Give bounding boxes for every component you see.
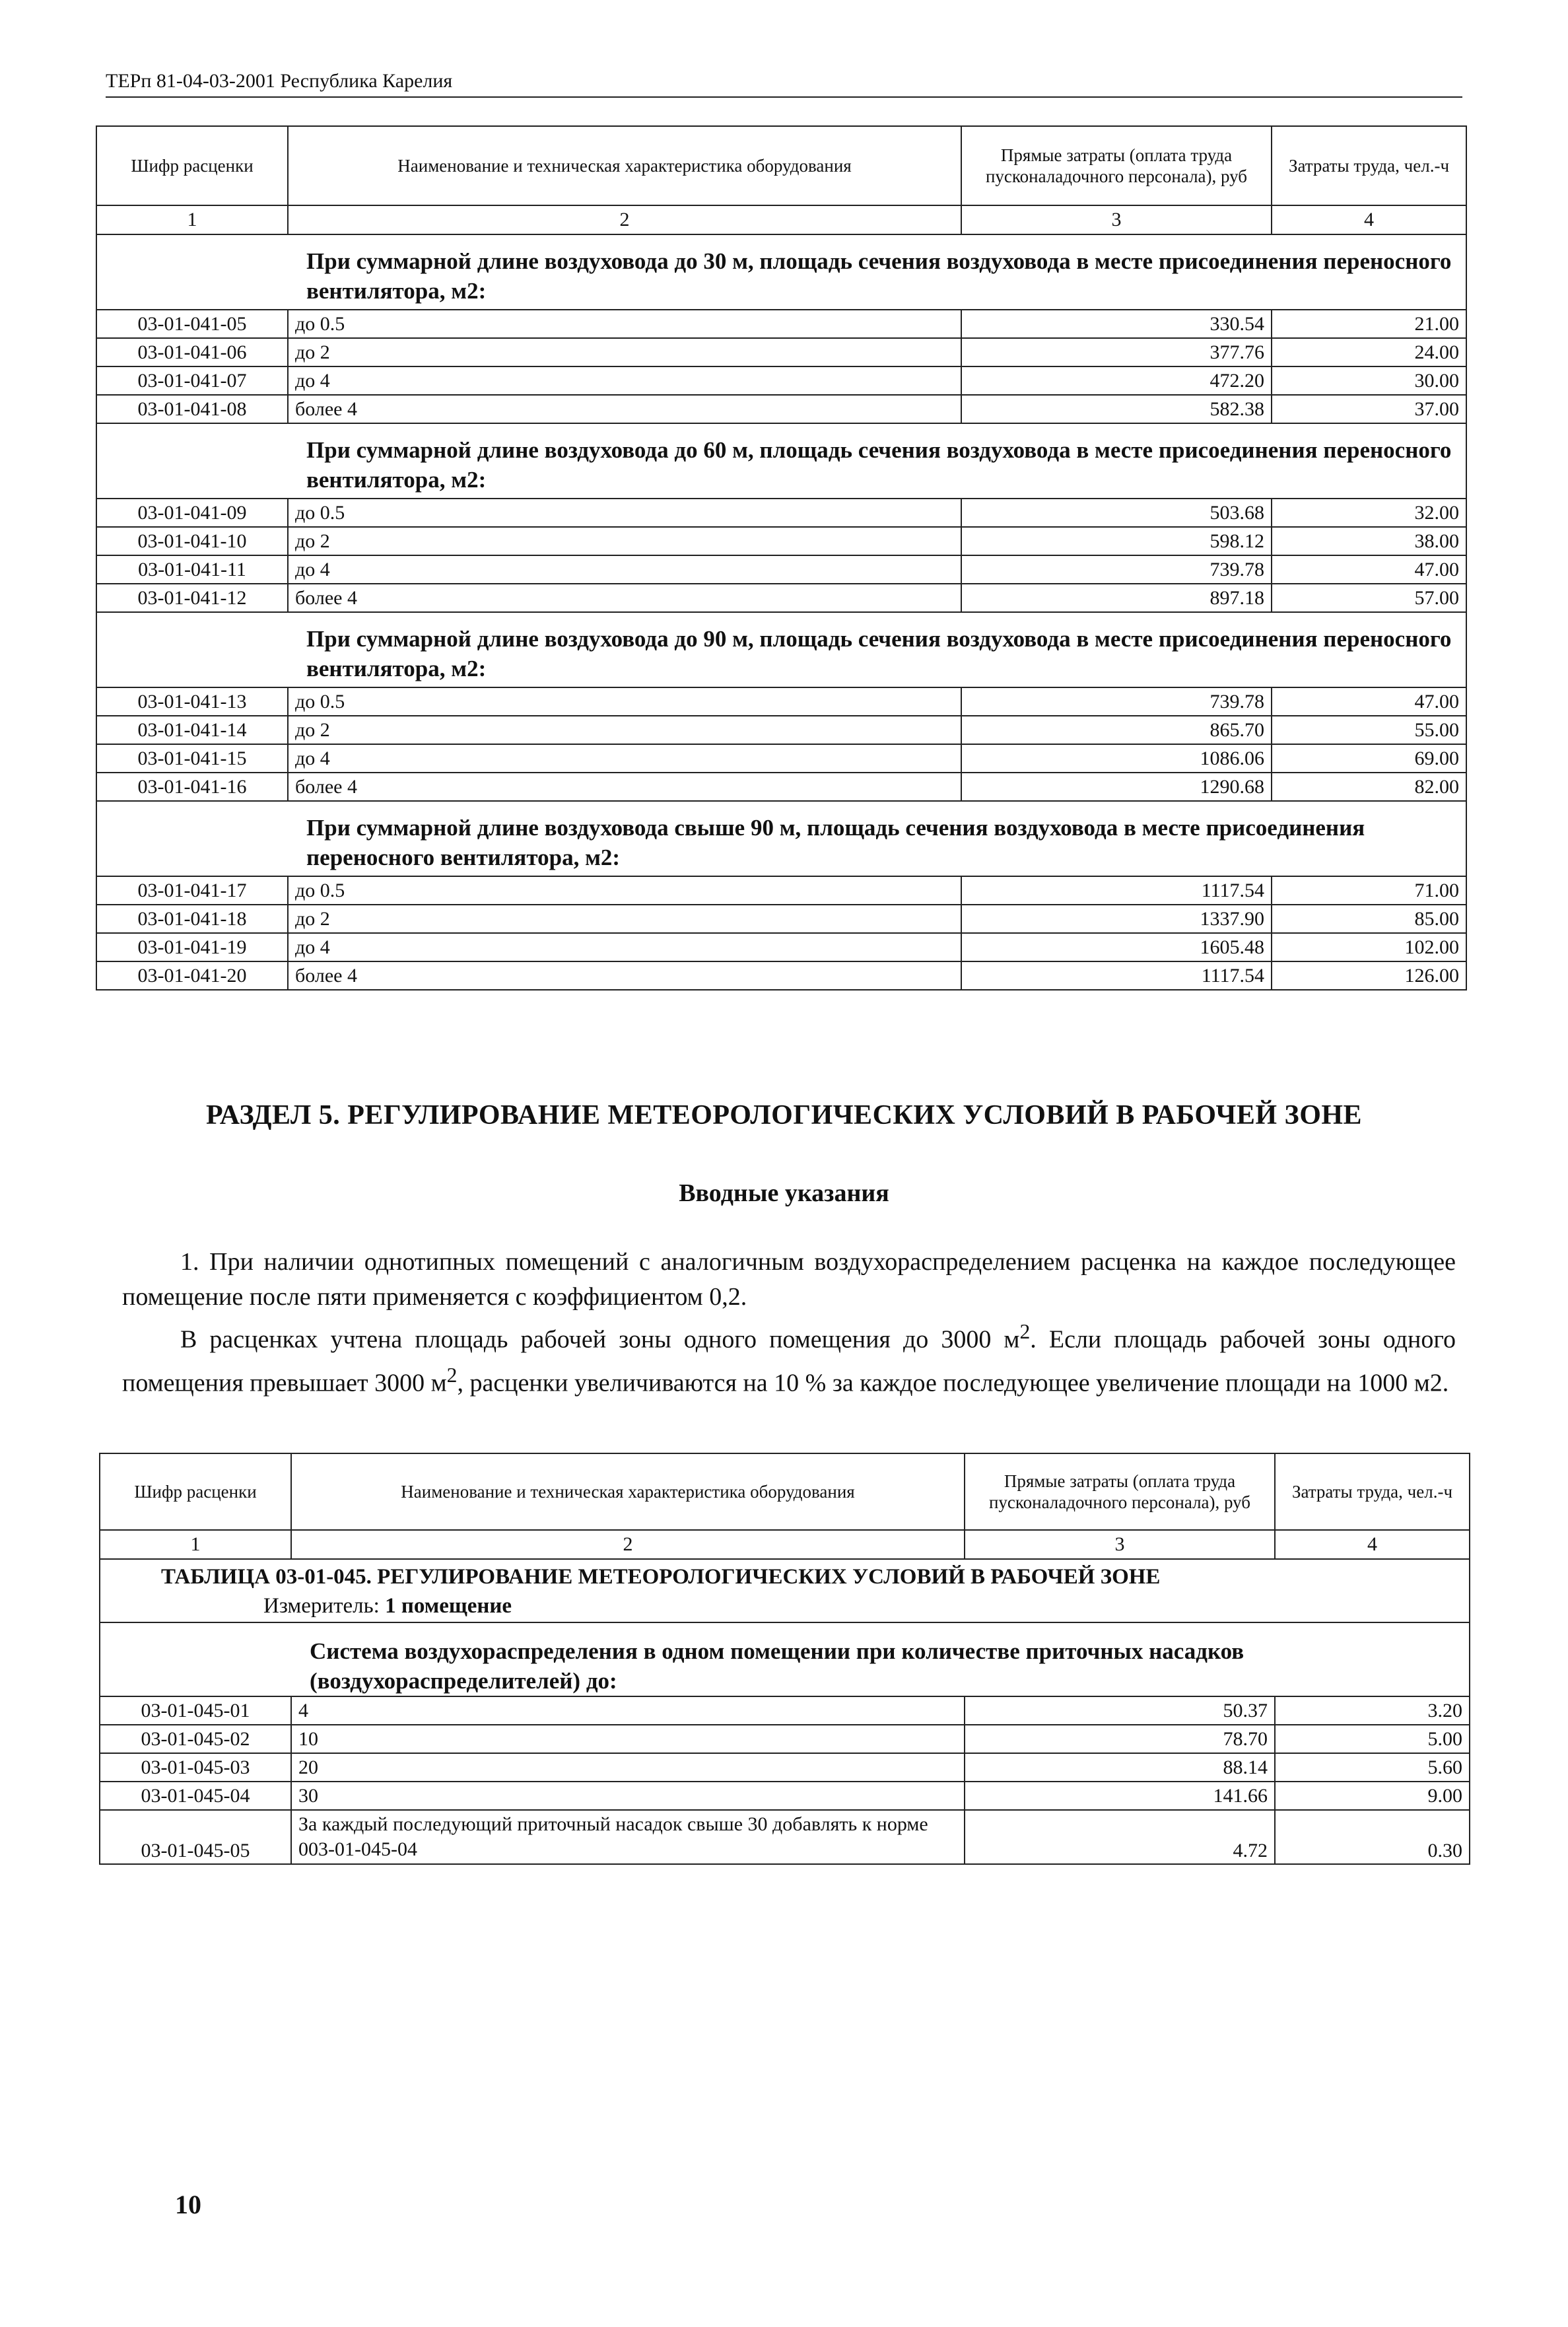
table-row — [96, 716, 1466, 744]
paragraph-2-part-c: , расценки увеличиваются на 10 % за каждое последующее увеличение площади на 1000 м2. — [457, 1369, 1449, 1397]
cell-name: до 4 — [288, 933, 961, 961]
cell-cost: 330.54 — [961, 310, 1272, 338]
col-header-labor: Затраты труда, чел.-ч — [1272, 126, 1466, 205]
cell-name: до 2 — [288, 527, 961, 555]
col-number-4: 4 — [1275, 1530, 1470, 1559]
group-heading: При суммарной длине воздуховода свыше 90 м, площадь сечения воздуховода в месте присоединения переносного вентилятора, м2: — [96, 801, 1466, 876]
cell-cost: 1117.54 — [961, 876, 1272, 905]
cell-name: до 2 — [288, 338, 961, 366]
cell-name: до 4 — [288, 555, 961, 584]
section-subtitle: Вводные указания — [679, 1179, 889, 1207]
cell-cost: 377.76 — [961, 338, 1272, 366]
paragraph-2-part-b: . Если площадь рабочей зоны одного помещения превышает 3000 м — [122, 1325, 1456, 1397]
cell-cost: 897.18 — [961, 584, 1272, 612]
col-header-name: Наименование и техническая характеристика оборудования — [291, 1453, 965, 1530]
table-row — [96, 366, 1466, 395]
cell-code: 03-01-041-07 — [96, 366, 288, 395]
cell-cost: 78.70 — [965, 1725, 1275, 1753]
meter-value: 1 помещение — [385, 1594, 512, 1618]
cell-labor: 47.00 — [1272, 555, 1466, 584]
cell-code: 03-01-041-17 — [96, 876, 288, 905]
table-row — [96, 773, 1466, 801]
cell-code: 03-01-041-06 — [96, 338, 288, 366]
paragraph-2 — [122, 1314, 1456, 1401]
cell-name: до 4 — [288, 366, 961, 395]
rates-table-041 — [96, 125, 1467, 990]
superscript: 2 — [446, 1363, 458, 1387]
cell-cost: 141.66 — [965, 1782, 1275, 1810]
cell-labor: 24.00 — [1272, 338, 1466, 366]
cell-name: до 0.5 — [288, 499, 961, 527]
cell-name: более 4 — [288, 773, 961, 801]
cell-name: до 2 — [288, 716, 961, 744]
group-heading: При суммарной длине воздуховода до 30 м, площадь сечения воздуховода в месте присоединения переносного вентилятора, м2: — [96, 234, 1466, 310]
cell-labor: 57.00 — [1272, 584, 1466, 612]
cell-code: 03-01-041-16 — [96, 773, 288, 801]
col-number-4: 4 — [1272, 205, 1466, 234]
col-header-cost: Прямые затраты (оплата труда пусконаладочного персонала), руб — [965, 1453, 1275, 1530]
cell-name: 4 — [291, 1696, 965, 1725]
group-heading-row — [96, 612, 1466, 687]
cell-cost: 865.70 — [961, 716, 1272, 744]
cell-name: 20 — [291, 1753, 965, 1782]
table-row — [96, 584, 1466, 612]
cell-labor: 55.00 — [1272, 716, 1466, 744]
cell-cost: 1290.68 — [961, 773, 1272, 801]
cell-name: до 2 — [288, 905, 961, 933]
cell-labor: 71.00 — [1272, 876, 1466, 905]
table-row — [96, 933, 1466, 961]
col-number-1: 1 — [96, 205, 288, 234]
cell-labor: 30.00 — [1272, 366, 1466, 395]
cell-code: 03-01-041-20 — [96, 961, 288, 990]
cell-code: 03-01-041-05 — [96, 310, 288, 338]
cell-name: более 4 — [288, 395, 961, 423]
cell-labor: 85.00 — [1272, 905, 1466, 933]
cell-name: более 4 — [288, 961, 961, 990]
page-number: 10 — [175, 2190, 201, 2219]
cell-code: 03-01-045-04 — [100, 1782, 291, 1810]
cell-cost: 1117.54 — [961, 961, 1272, 990]
cell-code: 03-01-041-12 — [96, 584, 288, 612]
cell-code: 03-01-041-13 — [96, 687, 288, 716]
col-number-3: 3 — [965, 1530, 1275, 1559]
cell-labor: 5.60 — [1275, 1753, 1470, 1782]
cell-labor: 9.00 — [1275, 1782, 1470, 1810]
cell-cost: 4.72 — [965, 1810, 1275, 1864]
cell-code: 03-01-041-15 — [96, 744, 288, 773]
table-row — [96, 338, 1466, 366]
section-title: РАЗДЕЛ 5. РЕГУЛИРОВАНИЕ МЕТЕОРОЛОГИЧЕСКИХ УСЛОВИЙ В РАБОЧЕЙ ЗОНЕ — [205, 1100, 1363, 1130]
table-row — [96, 499, 1466, 527]
running-header: ТЕРп 81-04-03-2001 Республика Карелия — [106, 70, 1462, 98]
superscript: 2 — [1019, 1320, 1031, 1343]
cell-name: За каждый последующий приточный насадок свыше 30 добавлять к норме 003-01-045-04 — [291, 1810, 965, 1864]
cell-labor: 5.00 — [1275, 1725, 1470, 1753]
group-heading: При суммарной длине воздуховода до 60 м, площадь сечения воздуховода в месте присоединения переносного вентилятора, м2: — [96, 423, 1466, 499]
cell-cost: 1337.90 — [961, 905, 1272, 933]
table-row — [96, 905, 1466, 933]
table-row — [100, 1725, 1470, 1753]
paragraph-2-part-a: В расценках учтена площадь рабочей зоны одного помещения до 3000 м — [180, 1325, 1020, 1354]
cell-code: 03-01-041-10 — [96, 527, 288, 555]
cell-cost: 582.38 — [961, 395, 1272, 423]
col-header-code: Шифр расценки — [96, 126, 288, 205]
table-row — [100, 1696, 1470, 1725]
cell-labor: 0.30 — [1275, 1810, 1470, 1864]
cell-cost: 739.78 — [961, 555, 1272, 584]
table-row — [100, 1782, 1470, 1810]
cell-cost: 50.37 — [965, 1696, 1275, 1725]
paragraph-1: 1. При наличии однотипных помещений с аналогичным воздухораспределением расценка на каждое последующее помещение после пяти применяется с коэффициентом 0,2. — [122, 1248, 1456, 1311]
cell-code: 03-01-045-01 — [100, 1696, 291, 1725]
cell-code: 03-01-041-08 — [96, 395, 288, 423]
table-row — [96, 395, 1466, 423]
cell-labor: 102.00 — [1272, 933, 1466, 961]
cell-code: 03-01-041-11 — [96, 555, 288, 584]
col-number-2: 2 — [291, 1530, 965, 1559]
table-row — [96, 555, 1466, 584]
cell-code: 03-01-041-18 — [96, 905, 288, 933]
col-header-name: Наименование и техническая характеристика оборудования — [288, 126, 961, 205]
cell-code: 03-01-045-03 — [100, 1753, 291, 1782]
rates-table-045 — [99, 1453, 1470, 1865]
col-header-labor: Затраты труда, чел.-ч — [1275, 1453, 1470, 1530]
table-title-cell — [100, 1559, 1470, 1622]
cell-code: 03-01-045-02 — [100, 1725, 291, 1753]
table-row — [96, 744, 1466, 773]
cell-code: 03-01-041-09 — [96, 499, 288, 527]
col-number-1: 1 — [100, 1530, 291, 1559]
cell-name: до 4 — [288, 744, 961, 773]
cell-cost: 739.78 — [961, 687, 1272, 716]
col-header-code: Шифр расценки — [100, 1453, 291, 1530]
cell-cost: 503.68 — [961, 499, 1272, 527]
cell-labor: 126.00 — [1272, 961, 1466, 990]
cell-name: 30 — [291, 1782, 965, 1810]
table-title: ТАБЛИЦА 03-01-045. РЕГУЛИРОВАНИЕ МЕТЕОРОЛОГИЧЕСКИХ УСЛОВИЙ В РАБОЧЕЙ ЗОНЕ — [161, 1565, 1161, 1589]
col-header-cost: Прямые затраты (оплата труда пусконаладочного персонала), руб — [961, 126, 1272, 205]
cell-labor: 38.00 — [1272, 527, 1466, 555]
group-heading: При суммарной длине воздуховода до 90 м, площадь сечения воздуховода в месте присоединения переносного вентилятора, м2: — [96, 612, 1466, 687]
table-row — [100, 1753, 1470, 1782]
table-row — [96, 876, 1466, 905]
cell-cost: 598.12 — [961, 527, 1272, 555]
cell-labor: 3.20 — [1275, 1696, 1470, 1725]
table-row — [96, 961, 1466, 990]
cell-name: до 0.5 — [288, 310, 961, 338]
group-heading-row — [96, 234, 1466, 310]
group-heading-row — [96, 801, 1466, 876]
table-row — [96, 527, 1466, 555]
cell-code: 03-01-041-19 — [96, 933, 288, 961]
cell-name: до 0.5 — [288, 876, 961, 905]
col-number-2: 2 — [288, 205, 961, 234]
cell-cost: 88.14 — [965, 1753, 1275, 1782]
table-row — [96, 687, 1466, 716]
meter-label: Измеритель: — [263, 1594, 386, 1618]
cell-labor: 32.00 — [1272, 499, 1466, 527]
table-row — [100, 1810, 1470, 1864]
cell-cost: 472.20 — [961, 366, 1272, 395]
cell-cost: 1605.48 — [961, 933, 1272, 961]
cell-cost: 1086.06 — [961, 744, 1272, 773]
group-title: Система воздухораспределения в одном помещении при количестве приточных насадков (воздухораспределителей) до: — [100, 1622, 1470, 1696]
cell-labor: 21.00 — [1272, 310, 1466, 338]
cell-labor: 69.00 — [1272, 744, 1466, 773]
cell-name: до 0.5 — [288, 687, 961, 716]
col-number-3: 3 — [961, 205, 1272, 234]
table-row — [96, 310, 1466, 338]
cell-labor: 47.00 — [1272, 687, 1466, 716]
cell-code: 03-01-041-14 — [96, 716, 288, 744]
cell-labor: 82.00 — [1272, 773, 1466, 801]
group-heading-row — [96, 423, 1466, 499]
cell-name: более 4 — [288, 584, 961, 612]
cell-code: 03-01-045-05 — [100, 1810, 291, 1864]
cell-name: 10 — [291, 1725, 965, 1753]
cell-labor: 37.00 — [1272, 395, 1466, 423]
